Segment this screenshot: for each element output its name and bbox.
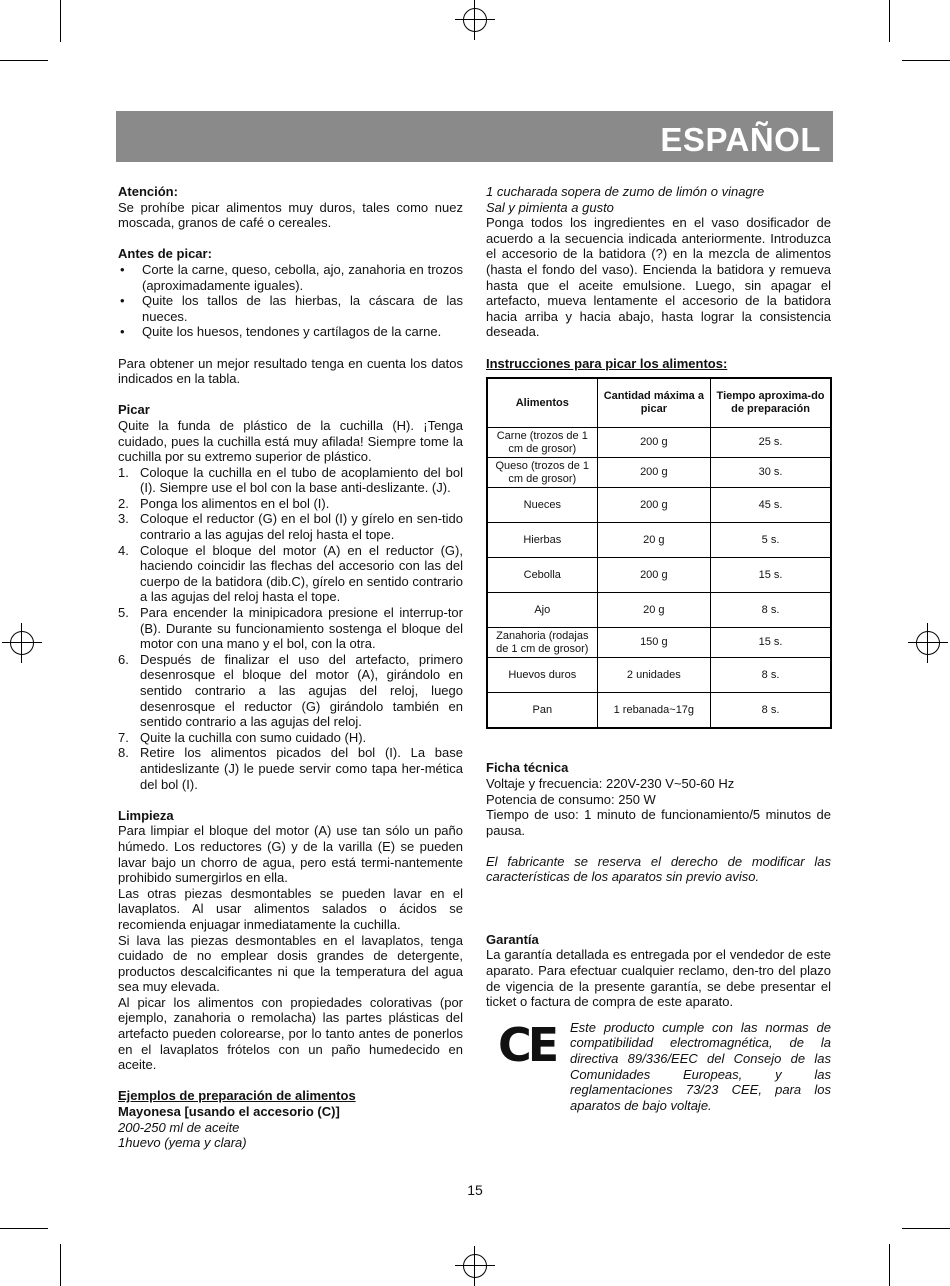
ingredient-line: 200-250 ml de aceite (118, 1119, 240, 1135)
registration-mark-icon (908, 623, 948, 663)
column-header: Tiempo aproxima-do de preparación (711, 378, 831, 428)
crop-mark (889, 1244, 890, 1286)
table-row: Zanahoria (rodajas de 1 cm de grosor) 150 g 15 s. (487, 628, 831, 658)
limpieza-paragraph: Al picar los alimentos con propiedades colorativas (por ejemplo, zanahoria o remolacha) las partes plásticas del artefacto pueden colorearse, por lo tanto antes de ponerlos en el lavaplatos frótelos con un paño humedecido en aceite. (118, 994, 463, 1073)
chopping-table (486, 377, 832, 729)
spec-line: Voltaje y frecuencia: 220V-230 V~50-60 Hz (486, 775, 735, 791)
limpieza-paragraph: Si lava las piezas desmontables en el lavaplatos, tenga cuidado de no emplear dosis grandes de detergente, productos descalcificantes ni que la temperatura del agua sea muy elevada. (118, 932, 463, 995)
picar-heading: Picar (118, 402, 150, 418)
ce-mark-icon: CE (498, 1017, 556, 1072)
page-title: ESPAÑOL (660, 121, 821, 158)
ingredient-line: 1huevo (yema y clara) (118, 1135, 247, 1151)
method-text: Ponga todos los ingredientes en el vaso dosificador de acuerdo a la secuencia indicada anteriormente. Introduzca el accesorio de la batidora (?) en la mezcla de alimentos (hasta el fondo del vaso). Encienda la batidora y remueva hasta que el aceite emulsione. Luego, sin apagar el artefacto, mueva lentamente el accesorio de la batidora hacia arriba y hacia abajo, hasta lograr la consistencia deseada. (486, 215, 831, 340)
list-item: • Quite los tallos de las hierbas, la cáscara de las nueces. (120, 293, 463, 324)
picar-text: Quite la funda de plástico de la cuchilla (H). ¡Tenga cuidado, pues la cuchilla está muy afilada! Siempre tome la cuchilla por su extremo superior de plástico. (118, 417, 463, 465)
crop-mark (889, 0, 890, 42)
garantia-heading: Garantía (486, 931, 539, 947)
table-row: Hierbas 20 g 5 s. (487, 523, 831, 558)
list-item: • Corte la carne, queso, cebolla, ajo, zanahoria en trozos (aproximadamente iguales). (120, 261, 463, 293)
list-item: 1. Coloque la cuchilla en el tubo de acoplamiento del bol (I). Siempre use el bol con la base anti-deslizante. (J). (118, 464, 463, 496)
table-header-row (487, 378, 831, 428)
column-header: Alimentos (487, 378, 597, 428)
ce-block (486, 1017, 831, 1114)
table-row: Ajo 20 g 8 s. (487, 593, 831, 628)
limpieza-heading: Limpieza (118, 807, 174, 823)
list-item: • Quite los huesos, tendones y cartílagos de la carne. (120, 324, 442, 340)
antes-heading: Antes de picar: (118, 246, 212, 262)
list-item: 4. Coloque el bloque del motor (A) en el reductor (G), haciendo coincidir las flechas del accesorio con las del cuerpo de la batidora (dib.C), gírelo en sentido contrario a las agujas del reloj hasta el tope. (118, 542, 463, 605)
atencion-heading: Atención: (118, 184, 178, 199)
registration-mark-icon (455, 0, 495, 40)
table-row: Carne (trozos de 1 cm de grosor) 200 g 25 s. (487, 428, 831, 458)
table-row: Nueces 200 g 45 s. (487, 488, 831, 523)
crop-mark (902, 1228, 950, 1229)
crop-mark (902, 60, 950, 61)
list-item: 3. Coloque el reductor (G) en el bol (I) y gírelo en sen-tido contrario a las agujas del reloj hasta el tope. (118, 511, 463, 543)
registration-mark-icon (455, 1246, 495, 1286)
spec-line: Potencia de consumo: 250 W (486, 791, 656, 807)
ce-text: Este producto cumple con las normas de compatibilidad electromagnética, de la directiva 89/336/EEC del Consejo de las Comunidades Europeas, y las reglamentaciones 73/23 CEE, para los aparatos de bajo voltaje. (570, 1019, 831, 1113)
crop-mark (0, 1228, 48, 1229)
intro-text: Para obtener un mejor resultado tenga en cuenta los datos indicados en la tabla. (118, 355, 463, 387)
spec-line: Tiempo de uso: 1 minuto de funcionamiento/5 minutos de pausa. (486, 807, 831, 838)
crop-mark (0, 60, 48, 61)
ficha-heading: Ficha técnica (486, 760, 569, 776)
crop-mark (60, 1244, 61, 1286)
list-item: 7. Quite la cuchilla con sumo cuidado (H). (118, 729, 367, 745)
ingredient-line: 1 cucharada sopera de zumo de limón o vinagre (486, 184, 765, 199)
table-row: Huevos duros 2 unidades 8 s. (487, 658, 831, 693)
left-column (118, 184, 463, 1151)
list-item: 2. Ponga los alimentos en el bol (I). (118, 495, 330, 511)
crop-mark (60, 0, 61, 42)
ejemplos-heading: Ejemplos de preparación de alimentos (118, 1088, 356, 1104)
language-banner (116, 111, 833, 162)
list-item: 5. Para encender la minipicadora presione el interrup-tor (B). Durante su funcionamiento sostenga el bloque del motor con una mano y el bol, con la otra. (118, 605, 463, 652)
atencion-text: Se prohíbe picar alimentos muy duros, tales como nuez moscada, granos de café o cereales. (118, 199, 463, 231)
garantia-text: La garantía detallada es entregada por el vendedor de este aparato. Para efectuar cualquier reclamo, den-tro del plazo de vigencia de la presente garantía, se debe presentar el ticket o factura de compra de este aparato. (486, 947, 831, 1010)
registration-mark-icon (2, 623, 42, 663)
mayonesa-heading: Mayonesa [usando el accesorio (C)] (118, 1104, 340, 1120)
list-item: 8. Retire los alimentos picados del bol (I). La base antideslizante (J) le puede servir como tapa her-mética del bol (I). (118, 745, 463, 792)
column-header: Cantidad máxima a picar (597, 378, 711, 428)
table-row: Cebolla 200 g 15 s. (487, 558, 831, 593)
ingredient-line: Sal y pimienta a gusto (486, 199, 614, 215)
list-item: 6. Después de finalizar el uso del artefacto, primero desenrosque el bloque del motor (A), girándolo en sentido contrario a las agujas del reloj, luego desenrosque el reductor (G) girándolo también en sentido contrario a las agujas del reloj. (118, 651, 463, 730)
manufacturer-note: El fabricante se reserva el derecho de modificar las características de los aparatos sin previo aviso. (486, 853, 831, 885)
table-row: Pan 1 rebanada~17g 8 s. (487, 693, 831, 729)
table-title: Instrucciones para picar los alimentos: (486, 355, 728, 371)
limpieza-paragraph: Las otras piezas desmontables se pueden lavar en el lavaplatos. Al usar alimentos salados o ácidos se recomienda enjuagar inmediatamente la cuchilla. (118, 885, 463, 932)
right-column (486, 184, 831, 1113)
page-number: 15 (467, 1182, 483, 1198)
limpieza-paragraph: Para limpiar el bloque del motor (A) use tan sólo un paño húmedo. Los reductores (G) y de la varilla (E) se pueden lavar bajo un chorro de agua, pero está termi-nantemente prohibido sumergirlos en ella. (118, 823, 463, 886)
table-row: Queso (trozos de 1 cm de grosor) 200 g 30 s. (487, 458, 831, 488)
